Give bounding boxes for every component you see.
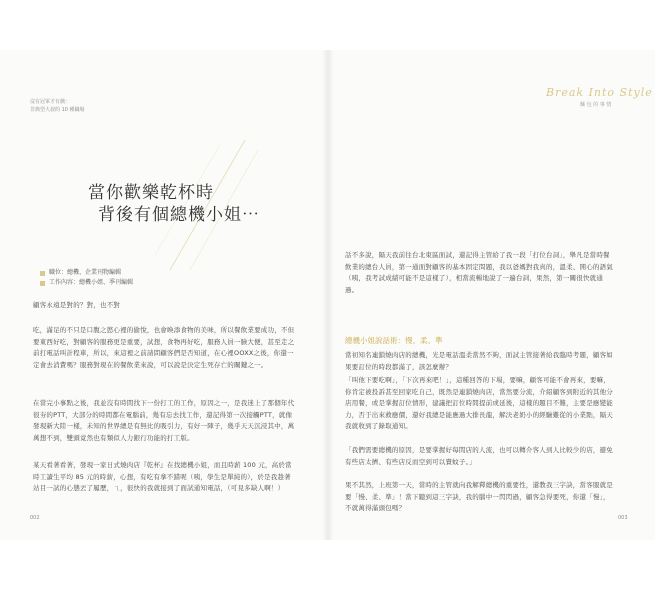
paragraph: 果不其然，上班第一天，當時的主管就向我解釋總機的重要性，還教我三字訣，當客服就是要「慢、柔、準」！當下聽到這三字訣，我的腦中一閃閃過，顧客急得要死，你還「慢」，不就萬得滿頭包嗎？ bbox=[345, 481, 613, 512]
page-number: 002 bbox=[30, 515, 40, 521]
paragraph: 吃，滿足的不只是口腹之慾心裡的偷悅，也會喚添食物的美味，所以餐飲業要成功，不但要東西好吃，對顧客的服務更是重要，試想，食物再好吃，服務人員一臉大便，甚至走之前打電話叫計程車，所以，來這裡之前請問顧客們是否知道，在心裡OOXX之後，你還一定會去消費嗎？服務對現在的餐飲業來說，可以說是決定生死存亡的關鍵之一。 bbox=[33, 326, 295, 369]
left-page bbox=[0, 50, 327, 540]
job-position bbox=[40, 268, 133, 278]
right-page bbox=[328, 50, 655, 540]
job-info bbox=[40, 268, 133, 288]
running-head-line: 非典型大叔的 10 種職場 bbox=[30, 107, 85, 113]
chapter-title-line: 背後有個總機小姐⋯ bbox=[98, 205, 260, 225]
paragraph: 「我們需要總機的原因，是要掌握好每間店的人流，也可以轉介客人到人比較少的店，避免有些店太擠、有些店反而空到可以賣蚊子。」 bbox=[345, 446, 613, 466]
chapter-title bbox=[88, 182, 288, 226]
chapter-title-line: 當你歡樂乾杯時 bbox=[88, 183, 214, 203]
running-head bbox=[30, 98, 85, 114]
book-spread bbox=[0, 50, 655, 540]
section-script-subtitle: 麵 包 的 事 情 bbox=[580, 102, 612, 108]
paragraph: 某天看著看著，發現一家日式燒肉店『乾杯』在找總機小姐，而且時薪 100 元，高於當時工讀生平均 85 元的時薪，心想，有吃有拿不錯呢（咦，學生是單純的），於是我趁著站目一試的心態丟了履歷，ㄟ，很快的我就接到了面試通知電話，（可見多缺人啊！） bbox=[33, 461, 292, 492]
paragraph: 話不多說，隔天我前往台北東區面試，還記得主管給了我一段「打位台詞」，舉凡是當時餐飲業的總台人員，第一通面對顧客的基本固定問題，我以爸媽對我真的，溫柔、開心的語氣（咦，我考試成績可能不是這樣了），相當流暢地說了一遍台詞，果然，第一關很快就通過。 bbox=[345, 251, 613, 294]
section-heading: 總機小姐說話術：慢、柔、準 bbox=[345, 336, 443, 345]
paragraph: 「叫他下要吃啊」，「下次再來吧！」，這種回答的下場，要嘛，顧客可能不會再來，要嘛，你肯定被投訴甚至回家吃自己，既然是連鎖燒肉店，當然要分流，介紹顧客到附近的其他分店用餐，或是掌握訂位情形，建議把訂位時間提前或延後，這樣的題目不難，主要是應變能力，否于出來救應價，還好我總是能應過大排長龍，解決老奶小的經驗難從的小業點，隔天我就收到了錄取通知。 bbox=[345, 376, 613, 430]
job-content bbox=[40, 278, 133, 288]
paragraph: 顧客永遠是對的？對，也不對 bbox=[33, 301, 121, 309]
section-script-title: Break Into Style bbox=[546, 86, 653, 99]
paragraph: 在當完小事點之後，我並沒有時間找下一份打工的工作，原因之一，是我迷上了那個年代很夯的PTT，大部分的時間都在電腦前，幾有忘去找工作，還記得第一次接觸PTT，就像發現新大陸一樣，未知的世界總是有無比的吸引力，有好一陣子，幾乎天天沉浸其中，萬萬想不到，雙頭竟然也有類似人力銀行功能的打工版。 bbox=[33, 399, 295, 442]
job-content-text: 工作內容：總機小姐、季刊編輯 bbox=[49, 279, 134, 286]
running-head-line: 沒有冠軍才有戲： bbox=[30, 99, 71, 105]
bullet-square-icon bbox=[40, 281, 45, 286]
bullet-square-icon bbox=[40, 271, 45, 276]
paragraph: 當初知名連鎖燒肉店的總機，光是電話溫柔當然不夠，面試主管接著給我臨時考題，顧客如果要訂位的時段都滿了，該怎麼辦？ bbox=[345, 351, 613, 371]
page-number: 003 bbox=[618, 515, 628, 521]
job-position-text: 職位：總機、企業刊物編輯 bbox=[49, 269, 122, 276]
